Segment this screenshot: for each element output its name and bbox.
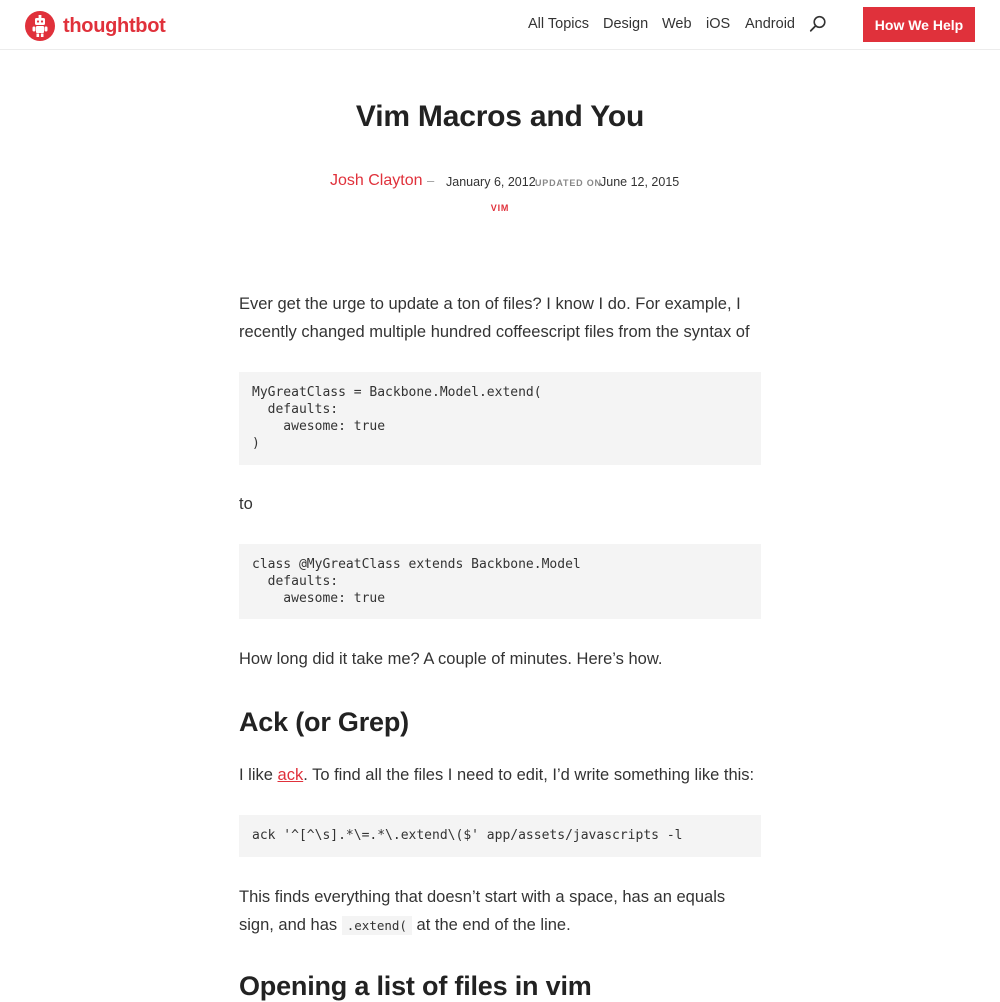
ack-paragraph: I like ack. To find all the files I need to edit, I’d write something like this: — [239, 766, 755, 784]
publish-date: January 6, 2012 — [446, 175, 536, 189]
author-link[interactable]: Josh Clayton — [330, 172, 423, 189]
ack-link[interactable]: ack — [277, 766, 304, 784]
how-long-paragraph: How long did it take me? A couple of minutes. Here’s how. — [239, 650, 663, 668]
intro-paragraph: Ever get the urge to update a ton of files? I know I do. For example, I recently changed multiple hundred coffeescript files from the syntax of — [239, 295, 750, 341]
to-paragraph: to — [239, 495, 253, 513]
search-icon[interactable] — [809, 15, 827, 33]
article-meta — [0, 172, 1000, 192]
nav-ios[interactable]: iOS — [706, 16, 731, 32]
code-block-before: MyGreatClass = Backbone.Model.extend( defaults: awesome: true ) — [239, 372, 761, 465]
inline-code-extend: .extend( — [342, 916, 412, 935]
updated-date: June 12, 2015 — [600, 175, 680, 189]
topic-tag-vim[interactable]: VIM — [490, 203, 510, 213]
robot-logo-icon — [25, 11, 55, 41]
finds-paragraph: This finds everything that doesn’t start with a space, has an equals sign, and has .extend( at the end of the line. — [239, 888, 726, 934]
nav-web[interactable]: Web — [662, 16, 692, 32]
logo-wordmark: thoughtbot — [63, 14, 166, 37]
heading-ack: Ack (or Grep) — [239, 707, 409, 737]
how-we-help-button[interactable]: How We Help — [863, 7, 975, 42]
meta-separator: – — [427, 173, 435, 188]
code-block-after: class @MyGreatClass extends Backbone.Model defaults: awesome: true — [239, 544, 761, 619]
nav-all-topics[interactable]: All Topics — [528, 16, 589, 32]
thoughtbot-logo[interactable] — [25, 10, 166, 41]
nav-design[interactable]: Design — [603, 16, 649, 32]
heading-opening-files: Opening a list of files in vim — [239, 971, 592, 1001]
nav-android[interactable]: Android — [745, 16, 795, 32]
code-block-ack: ack '^[^\s].*\=.*\.extend\($' app/assets/javascripts -l — [239, 815, 761, 857]
article-title: Vim Macros and You — [355, 100, 645, 133]
updated-label: UPDATED ON — [535, 178, 602, 188]
site-header — [0, 0, 1000, 50]
